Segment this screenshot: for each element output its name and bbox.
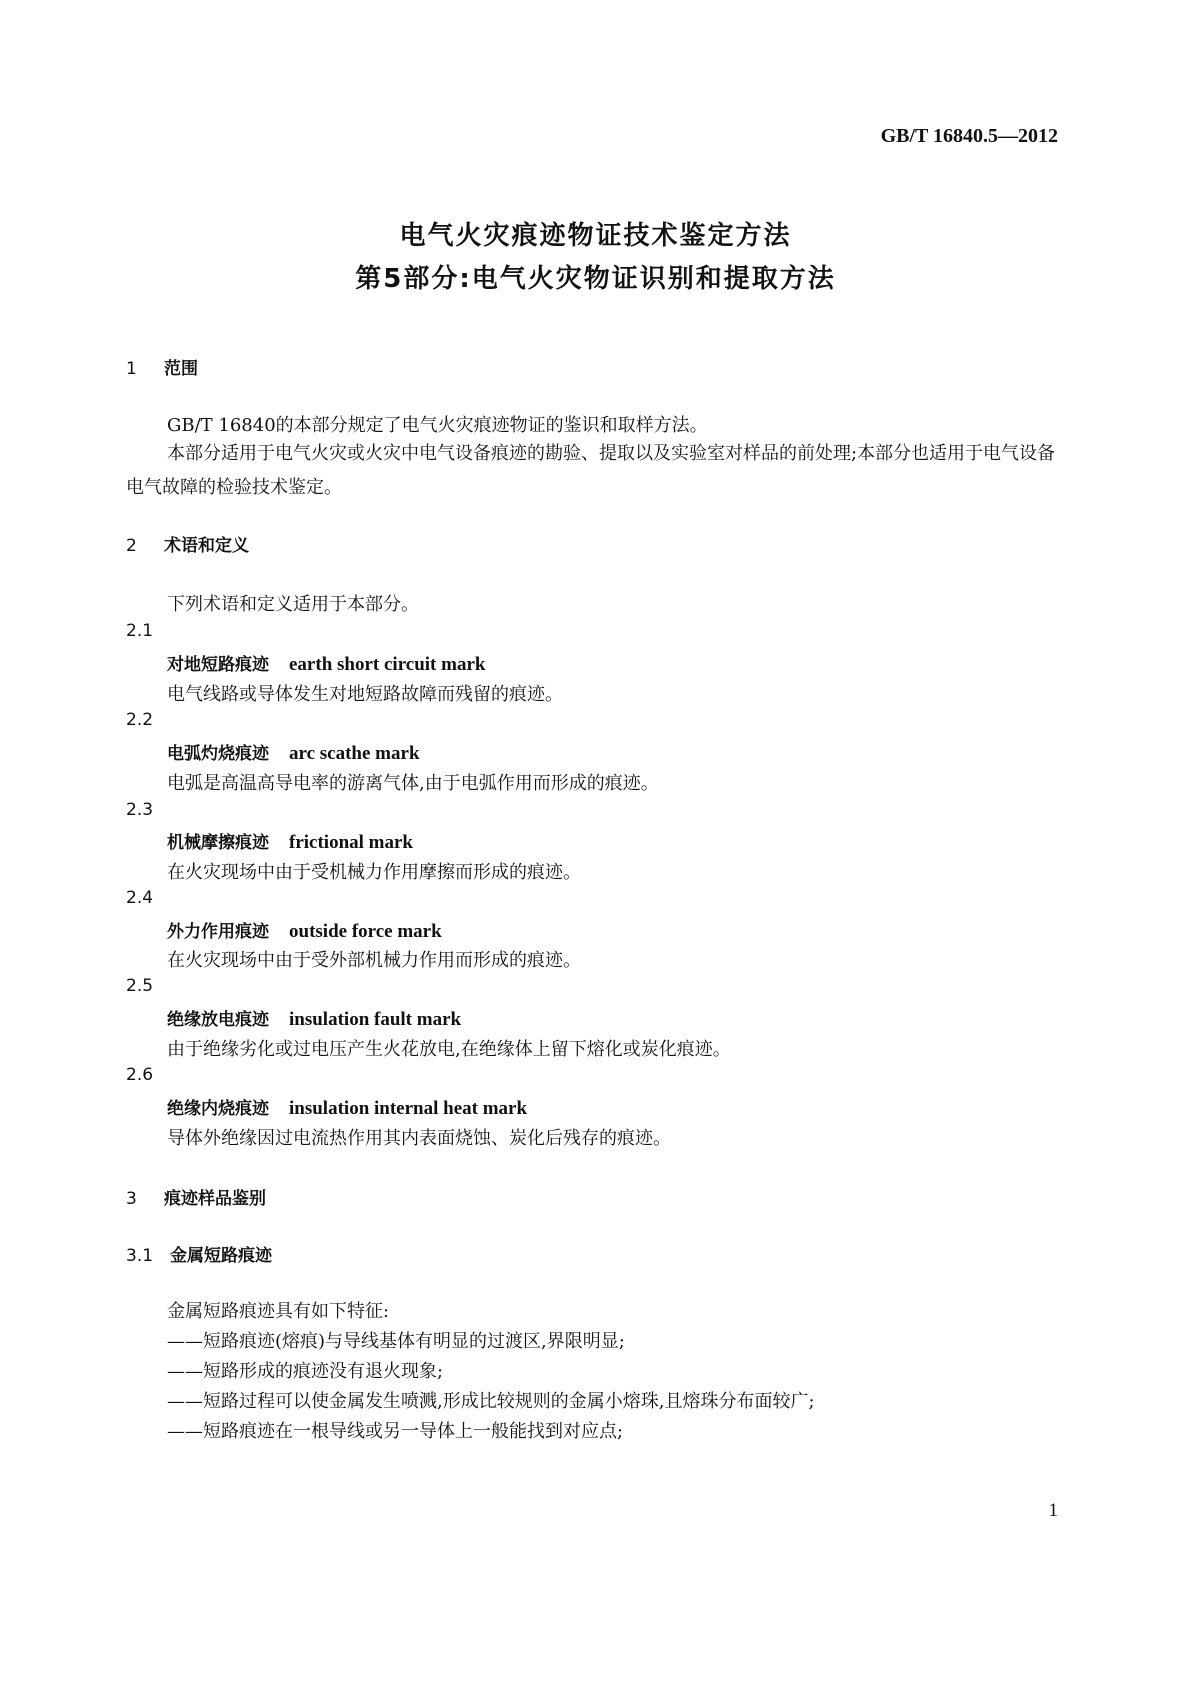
term-heading [167,917,442,943]
term-number: 2.6 [126,1065,154,1085]
term-number: 2.3 [126,800,154,820]
paragraph-text: 本部分适用于电气火灾或火灾中电气设备痕迹的勘验、提取以及实验室对样品的前处理;本部分也适用于电气设备电气故障的检验技术鉴定。 [126,443,1056,498]
term-definition: 导体外绝缘因过电流热作用其内表面烧蚀、炭化后残存的痕迹。 [167,1128,671,1149]
subsection-number: 3.1 [126,1246,154,1266]
term-number: 2.4 [126,888,154,908]
list-item: ——短路形成的痕迹没有退火现象; [167,1361,444,1382]
section-number: 2 [126,536,137,556]
term-heading [167,739,420,765]
term-definition: 电气线路或导体发生对地短路故障而残留的痕迹。 [167,684,563,705]
section-number: 1 [126,359,137,379]
term-chinese: 机械摩擦痕迹 [167,833,269,853]
term-heading [167,1094,527,1120]
section-3-heading [126,1184,266,1209]
term-chinese: 绝缘内烧痕迹 [167,1099,269,1119]
subsection-3-1-heading [126,1241,272,1266]
term-english: insulation internal heat mark [289,1098,528,1119]
section-2-intro: 下列术语和定义适用于本部分。 [167,594,419,615]
term-chinese: 电弧灼烧痕迹 [167,744,269,764]
term-heading [167,1005,461,1031]
subsection-title: 金属短路痕迹 [170,1246,272,1266]
list-item: ——短路过程可以使金属发生喷溅,形成比较规则的金属小熔珠,且熔珠分布面较广; [167,1391,815,1412]
term-chinese: 对地短路痕迹 [167,655,269,675]
term-definition: 在火灾现场中由于受机械力作用摩擦而形成的痕迹。 [167,862,581,883]
term-number: 2.5 [126,976,154,996]
list-item: ——短路痕迹(熔痕)与导线基体有明显的过渡区,界限明显; [167,1331,625,1352]
term-heading [167,828,413,854]
term-heading [167,650,485,676]
section-title: 术语和定义 [164,536,249,556]
term-english: arc scathe mark [289,743,420,764]
section-number: 3 [126,1189,137,1209]
term-chinese: 外力作用痕迹 [167,922,269,942]
term-english: insulation fault mark [289,1009,462,1030]
term-english: earth short circuit mark [289,654,486,675]
paragraph-text: GB/T 16840的本部分规定了电气火灾痕迹物证的鉴识和取样方法。 [167,415,708,436]
section-title: 痕迹样品鉴别 [164,1189,266,1209]
term-definition: 在火灾现场中由于受外部机械力作用而形成的痕迹。 [167,950,581,971]
subsection-intro: 金属短路痕迹具有如下特征: [167,1301,390,1322]
term-chinese: 绝缘放电痕迹 [167,1010,269,1030]
term-definition: 电弧是高温高导电率的游离气体,由于电弧作用而形成的痕迹。 [167,773,659,794]
term-definition: 由于绝缘劣化或过电压产生火花放电,在绝缘体上留下熔化或炭化痕迹。 [167,1039,731,1060]
term-english: frictional mark [289,832,414,853]
list-item: ——短路痕迹在一根导线或另一导体上一般能找到对应点; [167,1421,624,1442]
section-title: 范围 [164,359,198,379]
section-1-paragraph-2 [126,437,1062,505]
term-number: 2.1 [126,621,154,641]
section-2-heading [126,531,249,556]
section-1-heading [126,354,198,379]
standard-code: GB/T 16840.5—2012 [880,125,1058,147]
document-title-line2: 第5部分:电气火灾物证识别和提取方法 [355,264,836,294]
term-english: outside force mark [289,921,442,942]
page-number: 1 [1048,1500,1058,1521]
document-title-line1: 电气火灾痕迹物证技术鉴定方法 [399,221,792,251]
term-number: 2.2 [126,710,154,730]
